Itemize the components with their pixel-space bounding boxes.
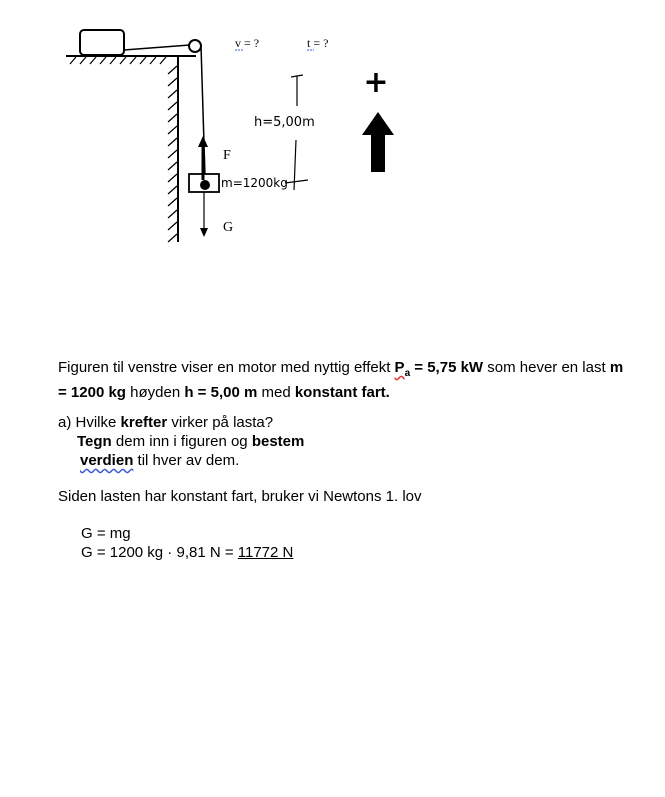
intro-line-1: Figuren til venstre viser en motor med nyttig effekt $P_a = 5,75$ kW som hever en last m: [58, 359, 624, 379]
force-F-arrow-head: [198, 136, 208, 147]
question-line-3: verdien til hver av dem.: [80, 452, 240, 469]
power-symbol: $P_a$: [394, 359, 411, 379]
motor-block: [80, 30, 124, 55]
question-block: [58, 413, 304, 470]
positive-direction-arrow-shaft: [371, 134, 385, 172]
force-G-label: G: [223, 220, 234, 235]
question-line-2: Tegn dem inn i figuren og bestem: [77, 433, 305, 450]
platform-hatching: [70, 57, 166, 64]
height-dim-tick-bottom: [285, 180, 308, 183]
intro-paragraph: [58, 358, 623, 402]
velocity-label: v = ?: [235, 36, 260, 50]
positive-direction-arrow-head: [362, 112, 394, 135]
height-label: h=5,00m: [254, 115, 315, 130]
wall-hatching: [168, 66, 177, 242]
mass-label: m=1200kg: [221, 176, 288, 190]
equations-block: [58, 524, 293, 562]
time-label: t = ?: [307, 36, 329, 50]
intro-line-2: = 1200 kg høyden h = 5,00 m med konstant fart.: [58, 384, 390, 401]
load-center-dot: [200, 180, 210, 190]
gravity-result: 11772 N: [237, 544, 294, 561]
question-line-1: a) Hvilke krefter virker på lasta?: [58, 414, 274, 431]
height-dim-line-bottom: [294, 140, 296, 190]
pulley-support: [124, 45, 190, 50]
force-F-label: F: [223, 148, 231, 163]
pulley: [189, 40, 201, 52]
equation-2: G = 1200 kg · 9,81 N = 11772 N: [81, 544, 294, 561]
equation-1: G = mg: [81, 525, 131, 542]
force-G-arrow-head: [200, 228, 208, 237]
physics-figure: [0, 0, 665, 330]
answer-intro: Siden lasten har konstant fart, bruker vi Newtons 1. lov: [58, 488, 422, 505]
positive-direction-plus: +: [363, 65, 389, 100]
